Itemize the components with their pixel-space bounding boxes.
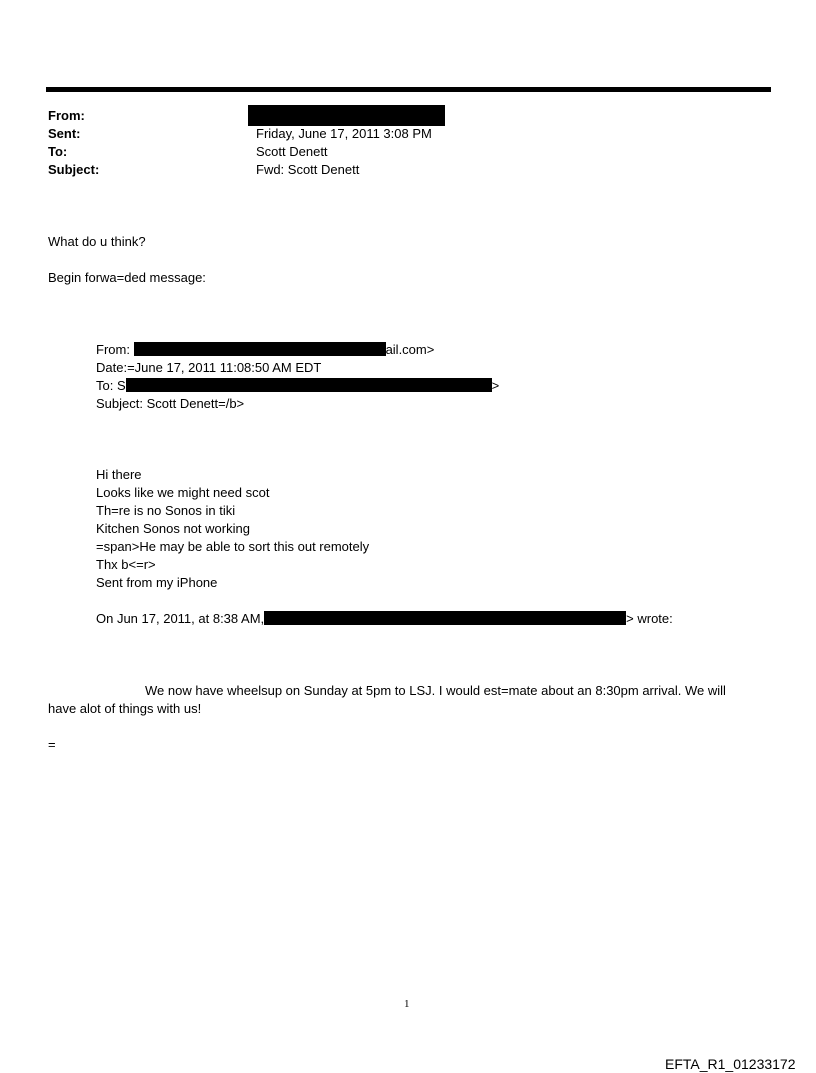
message-line: Looks like we might need scot [96,485,270,500]
message-line: Hi there [96,467,142,482]
fwd-from-redaction [134,342,386,356]
quoted-line-2: have alot of things with us! [48,701,202,716]
message-line: Sent from my iPhone [96,575,218,590]
fwd-subject-line: Subject: Scott Denett=/b> [96,396,245,411]
reply-attribution [96,610,673,628]
reply-suffix: > wrote: [626,611,673,626]
fwd-to-suffix: > [491,378,500,393]
fwd-to-redaction [126,378,492,392]
quoted-trailer: = [48,737,56,752]
sent-label: Sent: [48,126,81,141]
message-line: Thx b<=r> [96,557,156,572]
reply-redaction [264,611,626,625]
fwd-from-prefix: From: [96,342,134,357]
from-label: From: [48,108,85,123]
page-number: 1 [404,998,410,1010]
quoted-line-1: We now have wheelsup on Sunday at 5pm to LSJ. I would est=mate about an 8:30pm arrival. We will [145,683,726,698]
from-redaction [248,105,445,126]
subject-label: Subject: [48,162,100,177]
message-line: Kitchen Sonos not working [96,521,250,536]
fwd-to-line [96,377,499,395]
fwd-to-prefix: To: S [96,378,126,393]
sent-value: Friday, June 17, 2011 3:08 PM [256,126,432,141]
fwd-date-line: Date:=June 17, 2011 11:08:50 AM EDT [96,360,322,375]
fwd-from-line [96,341,434,359]
header-rule [46,87,771,92]
reply-prefix: On Jun 17, 2011, at 8:38 AM, [96,611,265,626]
intro-text: What do u think? [48,234,146,249]
subject-value: Fwd: Scott Denett [256,162,360,177]
to-label: To: [48,144,68,159]
message-line: =span>He may be able to sort this out remotely [96,539,370,554]
bates-number: EFTA_R1_01233172 [665,1056,796,1072]
message-line: Th=re is no Sonos in tiki [96,503,236,518]
to-value: Scott Denett [256,144,328,159]
forwarded-notice: Begin forwa=ded message: [48,270,206,285]
fwd-from-suffix: ail.com> [385,342,435,357]
